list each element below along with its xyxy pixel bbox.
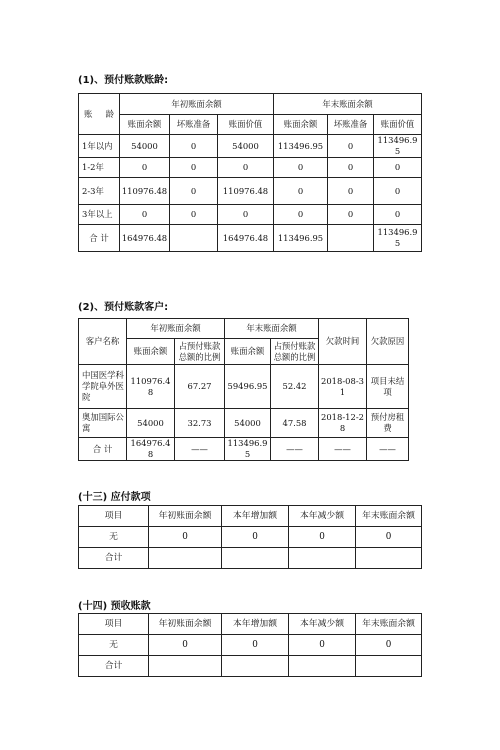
section4-title: (十四) 预收账款 <box>78 601 151 612</box>
col-header: 账面余额 <box>274 115 328 135</box>
table-row: 1-2年 0 0 0 0 0 0 <box>79 158 422 178</box>
section2-title: (2)、预付账款客户: <box>78 302 169 313</box>
section3-title: (十三) 应付款项 <box>78 492 151 503</box>
col-header: 占预付账款总额的比例 <box>175 339 225 365</box>
table-row-total: 合计 <box>79 548 422 569</box>
customer-table <box>78 318 409 461</box>
col-header: 账面余额 <box>225 339 271 365</box>
customer-header: 客户名称 <box>79 319 127 365</box>
col-header: 账面余额 <box>127 339 175 365</box>
table-row: 1年以内 54000 0 54000 113496.95 0 113496.95 <box>79 135 422 158</box>
customer-group-end: 年末账面余额 <box>225 319 319 339</box>
table-header: 项目 年初账面余额 本年增加额 本年减少额 年末账面余额 <box>79 614 422 635</box>
aging-header-label: 账 龄 <box>79 94 120 135</box>
col-header: 账面价值 <box>374 115 422 135</box>
col-header: 账面价值 <box>218 115 274 135</box>
section1-title: (1)、预付账款账龄: <box>78 75 169 86</box>
table-row: 中国医学科学院阜外医院 110976.48 67.27 59496.95 52.42 2018-08-31 项目未结项 <box>79 365 409 409</box>
reason-header: 欠款原因 <box>367 319 409 365</box>
payables-table <box>78 505 422 569</box>
aging-group-begin: 年初账面余额 <box>120 94 274 115</box>
table-row: 无 0 0 0 0 <box>79 527 422 548</box>
time-header: 欠款时间 <box>319 319 367 365</box>
col-header: 坏账准备 <box>328 115 374 135</box>
table-row: 2-3年 110976.48 0 110976.48 0 0 0 <box>79 178 422 205</box>
table-row-total: 合 计 164976.48 —— 113496.95 —— —— —— <box>79 438 409 461</box>
table-row-total: 合计 <box>79 656 422 677</box>
table-row-total: 合 计 164976.48 164976.48 113496.95 113496.95 <box>79 225 422 252</box>
table-row: 奥加国际公寓 54000 32.73 54000 47.58 2018-12-28 预付房租费 <box>79 409 409 438</box>
table-row: 无 0 0 0 0 <box>79 635 422 656</box>
advance-receipts-table <box>78 613 422 677</box>
table-header: 项目 年初账面余额 本年增加额 本年减少额 年末账面余额 <box>79 506 422 527</box>
aging-group-end: 年末账面余额 <box>274 94 422 115</box>
aging-table <box>78 93 422 252</box>
col-header: 占预付账款总额的比例 <box>271 339 319 365</box>
col-header: 坏账准备 <box>170 115 218 135</box>
col-header: 账面余额 <box>120 115 170 135</box>
table-row: 3年以上 0 0 0 0 0 0 <box>79 205 422 225</box>
customer-group-begin: 年初账面余额 <box>127 319 225 339</box>
